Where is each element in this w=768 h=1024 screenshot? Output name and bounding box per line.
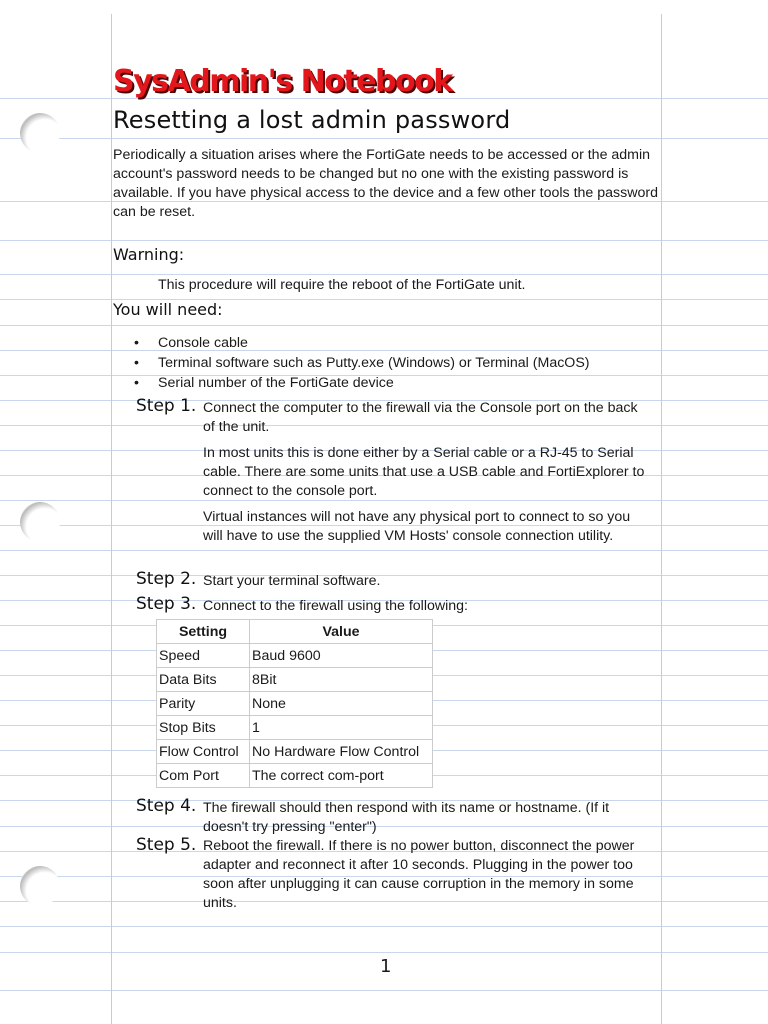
step-1-detail: In most units this is done either by a Serial cable or a RJ-45 to Serial cable. There are some units that use a USB cable and FortiExplorer to connect to the console port. [203,445,645,499]
step-1-label: Step 1. [136,396,197,416]
table-cell: Baud 9600 [250,644,433,668]
right-margin-line [661,14,662,1024]
table-cell: 1 [250,716,433,740]
ruled-line [0,952,768,953]
ruled-line [0,138,768,139]
step-2-label: Step 2. [136,569,197,589]
list-item: • Serial number of the FortiGate device [134,373,590,393]
ruled-line [0,240,768,241]
step-3-label: Step 3. [136,594,197,614]
step-1-note: Virtual instances will not have any physical port to connect to so you will have to use the supplied VM Hosts' console connection utility. [203,509,631,544]
table-row [157,764,433,788]
console-settings-table [156,619,433,788]
need-heading: You will need: [113,300,223,319]
table-row [157,740,433,764]
table-cell: Parity [157,692,250,716]
table-cell: Speed [157,644,250,668]
table-header: Setting [157,620,250,644]
table-cell: None [250,692,433,716]
ruled-line [0,325,768,326]
list-item: • Terminal software such as Putty.exe (Windows) or Terminal (MacOS) [134,353,590,373]
table-cell: 8Bit [250,668,433,692]
step-5-label: Step 5. [136,835,197,855]
table-header: Value [250,620,433,644]
binder-hole [20,866,60,906]
binder-hole [20,113,60,153]
requirements-list [134,333,590,393]
page-title: Resetting a lost admin password [113,106,511,134]
table-cell: The correct com-port [250,764,433,788]
step-1-text: Connect the computer to the firewall via the Console port on the back of the unit. [203,400,638,435]
ruled-line [0,550,768,551]
ruled-line [0,926,768,927]
step-4-text: The firewall should then respond with its name or hostname. (If it doesn't try pressing "enter") [203,800,610,835]
step-4-label: Step 4. [136,796,197,816]
table-row [157,668,433,692]
table-row [157,644,433,668]
table-row [157,692,433,716]
ruled-line [0,990,768,991]
step-2-text: Start your terminal software. [203,573,381,589]
left-margin-line [111,14,112,1024]
table-cell: Com Port [157,764,250,788]
warning-heading: Warning: [113,245,185,264]
step-3-text: Connect to the firewall using the following: [203,598,468,614]
brand-logo: SysAdmin's Notebook [113,64,452,99]
binder-hole [20,502,60,542]
table-cell: Flow Control [157,740,250,764]
intro-paragraph: Periodically a situation arises where the FortiGate needs to be accessed or the admin account's password needs to be changed but no one with the existing password is available. If you have physical access to the device and a few other tools the password can be reset. [113,147,658,220]
list-item: • Console cable [134,333,590,353]
warning-text: This procedure will require the reboot of the FortiGate unit. [158,277,526,293]
table-cell: Stop Bits [157,716,250,740]
table-cell: No Hardware Flow Control [250,740,433,764]
table-header-row [157,620,433,644]
step-5-text: Reboot the firewall. If there is no power button, disconnect the power adapter and reconnect it after 10 seconds. Plugging in the power too soon after unplugging it can cause corruption in the memory in some units. [203,838,635,911]
table-cell: Data Bits [157,668,250,692]
ruled-line [0,274,768,275]
table-row [157,716,433,740]
page-number: 1 [380,956,392,977]
